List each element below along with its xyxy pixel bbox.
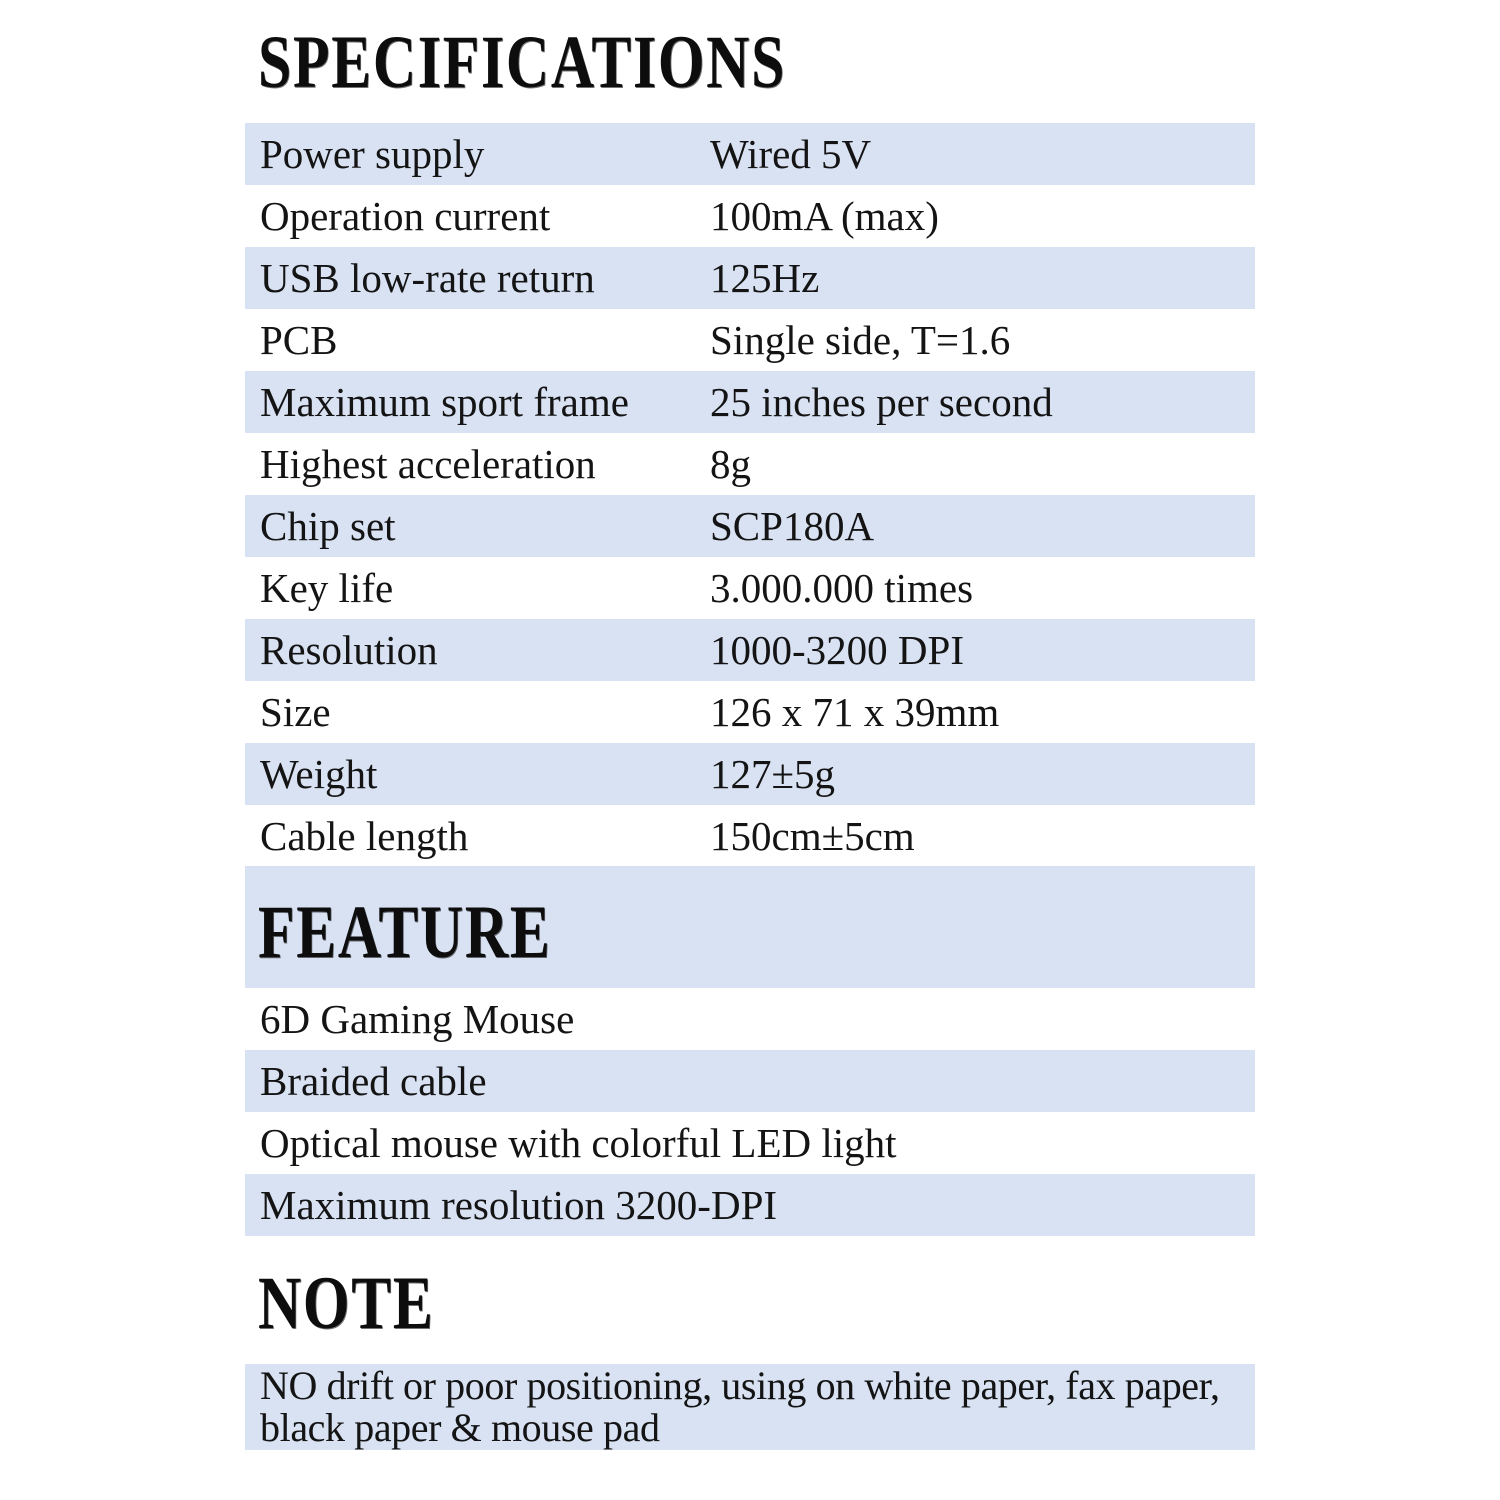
spec-label: Weight xyxy=(260,750,378,797)
spec-value: 125Hz xyxy=(710,254,820,301)
spec-label: Highest acceleration xyxy=(260,440,596,487)
feature-item-label: Optical mouse with colorful LED light xyxy=(260,1119,897,1166)
feature-item-label: Maximum resolution 3200-DPI xyxy=(260,1181,778,1228)
spec-label: Chip set xyxy=(260,502,396,549)
spec-value: 1000-3200 DPI xyxy=(710,626,964,673)
feature-item-label: Braided cable xyxy=(260,1057,487,1104)
spec-label: Key life xyxy=(260,564,394,611)
spec-row-cable-length xyxy=(245,805,1255,867)
spec-row-usb-low-rate-return xyxy=(245,247,1255,309)
spec-label: Maximum sport frame xyxy=(260,378,629,425)
feature-list xyxy=(245,988,1255,1236)
feature-item-label: 6D Gaming Mouse xyxy=(260,995,575,1042)
spec-row-power-supply xyxy=(245,123,1255,185)
spec-value: 8g xyxy=(710,440,751,487)
spec-label: Operation current xyxy=(260,192,551,239)
feature-heading-band xyxy=(245,866,1255,988)
feature-item-braided-cable xyxy=(245,1050,1255,1112)
note-text-line: NO drift or poor positioning, using on white paper, fax paper, xyxy=(260,1363,1220,1408)
feature-heading: FEATURE xyxy=(258,891,552,974)
spec-row-key-life xyxy=(245,557,1255,619)
spec-label: Size xyxy=(260,688,331,735)
spec-row-operation-current xyxy=(245,185,1255,247)
spec-row-pcb xyxy=(245,309,1255,371)
spec-row-maximum-sport-frame xyxy=(245,371,1255,433)
spec-value: SCP180A xyxy=(710,502,875,549)
feature-item-6d-gaming-mouse xyxy=(245,988,1255,1050)
note-heading: NOTE xyxy=(258,1262,435,1345)
specifications-heading: SPECIFICATIONS xyxy=(258,21,787,104)
feature-item-optical-led xyxy=(245,1112,1255,1174)
spec-value: 3.000.000 times xyxy=(710,564,974,611)
spec-row-resolution xyxy=(245,619,1255,681)
specifications-table xyxy=(245,123,1255,867)
spec-value: 25 inches per second xyxy=(710,378,1053,425)
spec-value: 127±5g xyxy=(710,750,836,797)
note-block xyxy=(245,1364,1255,1450)
spec-label: Cable length xyxy=(260,812,469,859)
spec-label: Resolution xyxy=(260,626,438,673)
spec-value: Single side, T=1.6 xyxy=(710,316,1011,363)
spec-row-highest-acceleration xyxy=(245,433,1255,495)
spec-row-weight xyxy=(245,743,1255,805)
spec-label: PCB xyxy=(260,316,338,363)
feature-item-max-resolution xyxy=(245,1174,1255,1236)
spec-value: Wired 5V xyxy=(710,130,872,177)
spec-label: USB low-rate return xyxy=(260,254,595,301)
spec-row-size xyxy=(245,681,1255,743)
spec-value: 150cm±5cm xyxy=(710,812,915,859)
spec-label: Power supply xyxy=(260,130,485,177)
spec-value: 100mA (max) xyxy=(710,192,939,239)
note-text-line: black paper & mouse pad xyxy=(260,1405,660,1450)
spec-row-chip-set xyxy=(245,495,1255,557)
spec-value: 126 x 71 x 39mm xyxy=(710,688,1000,735)
